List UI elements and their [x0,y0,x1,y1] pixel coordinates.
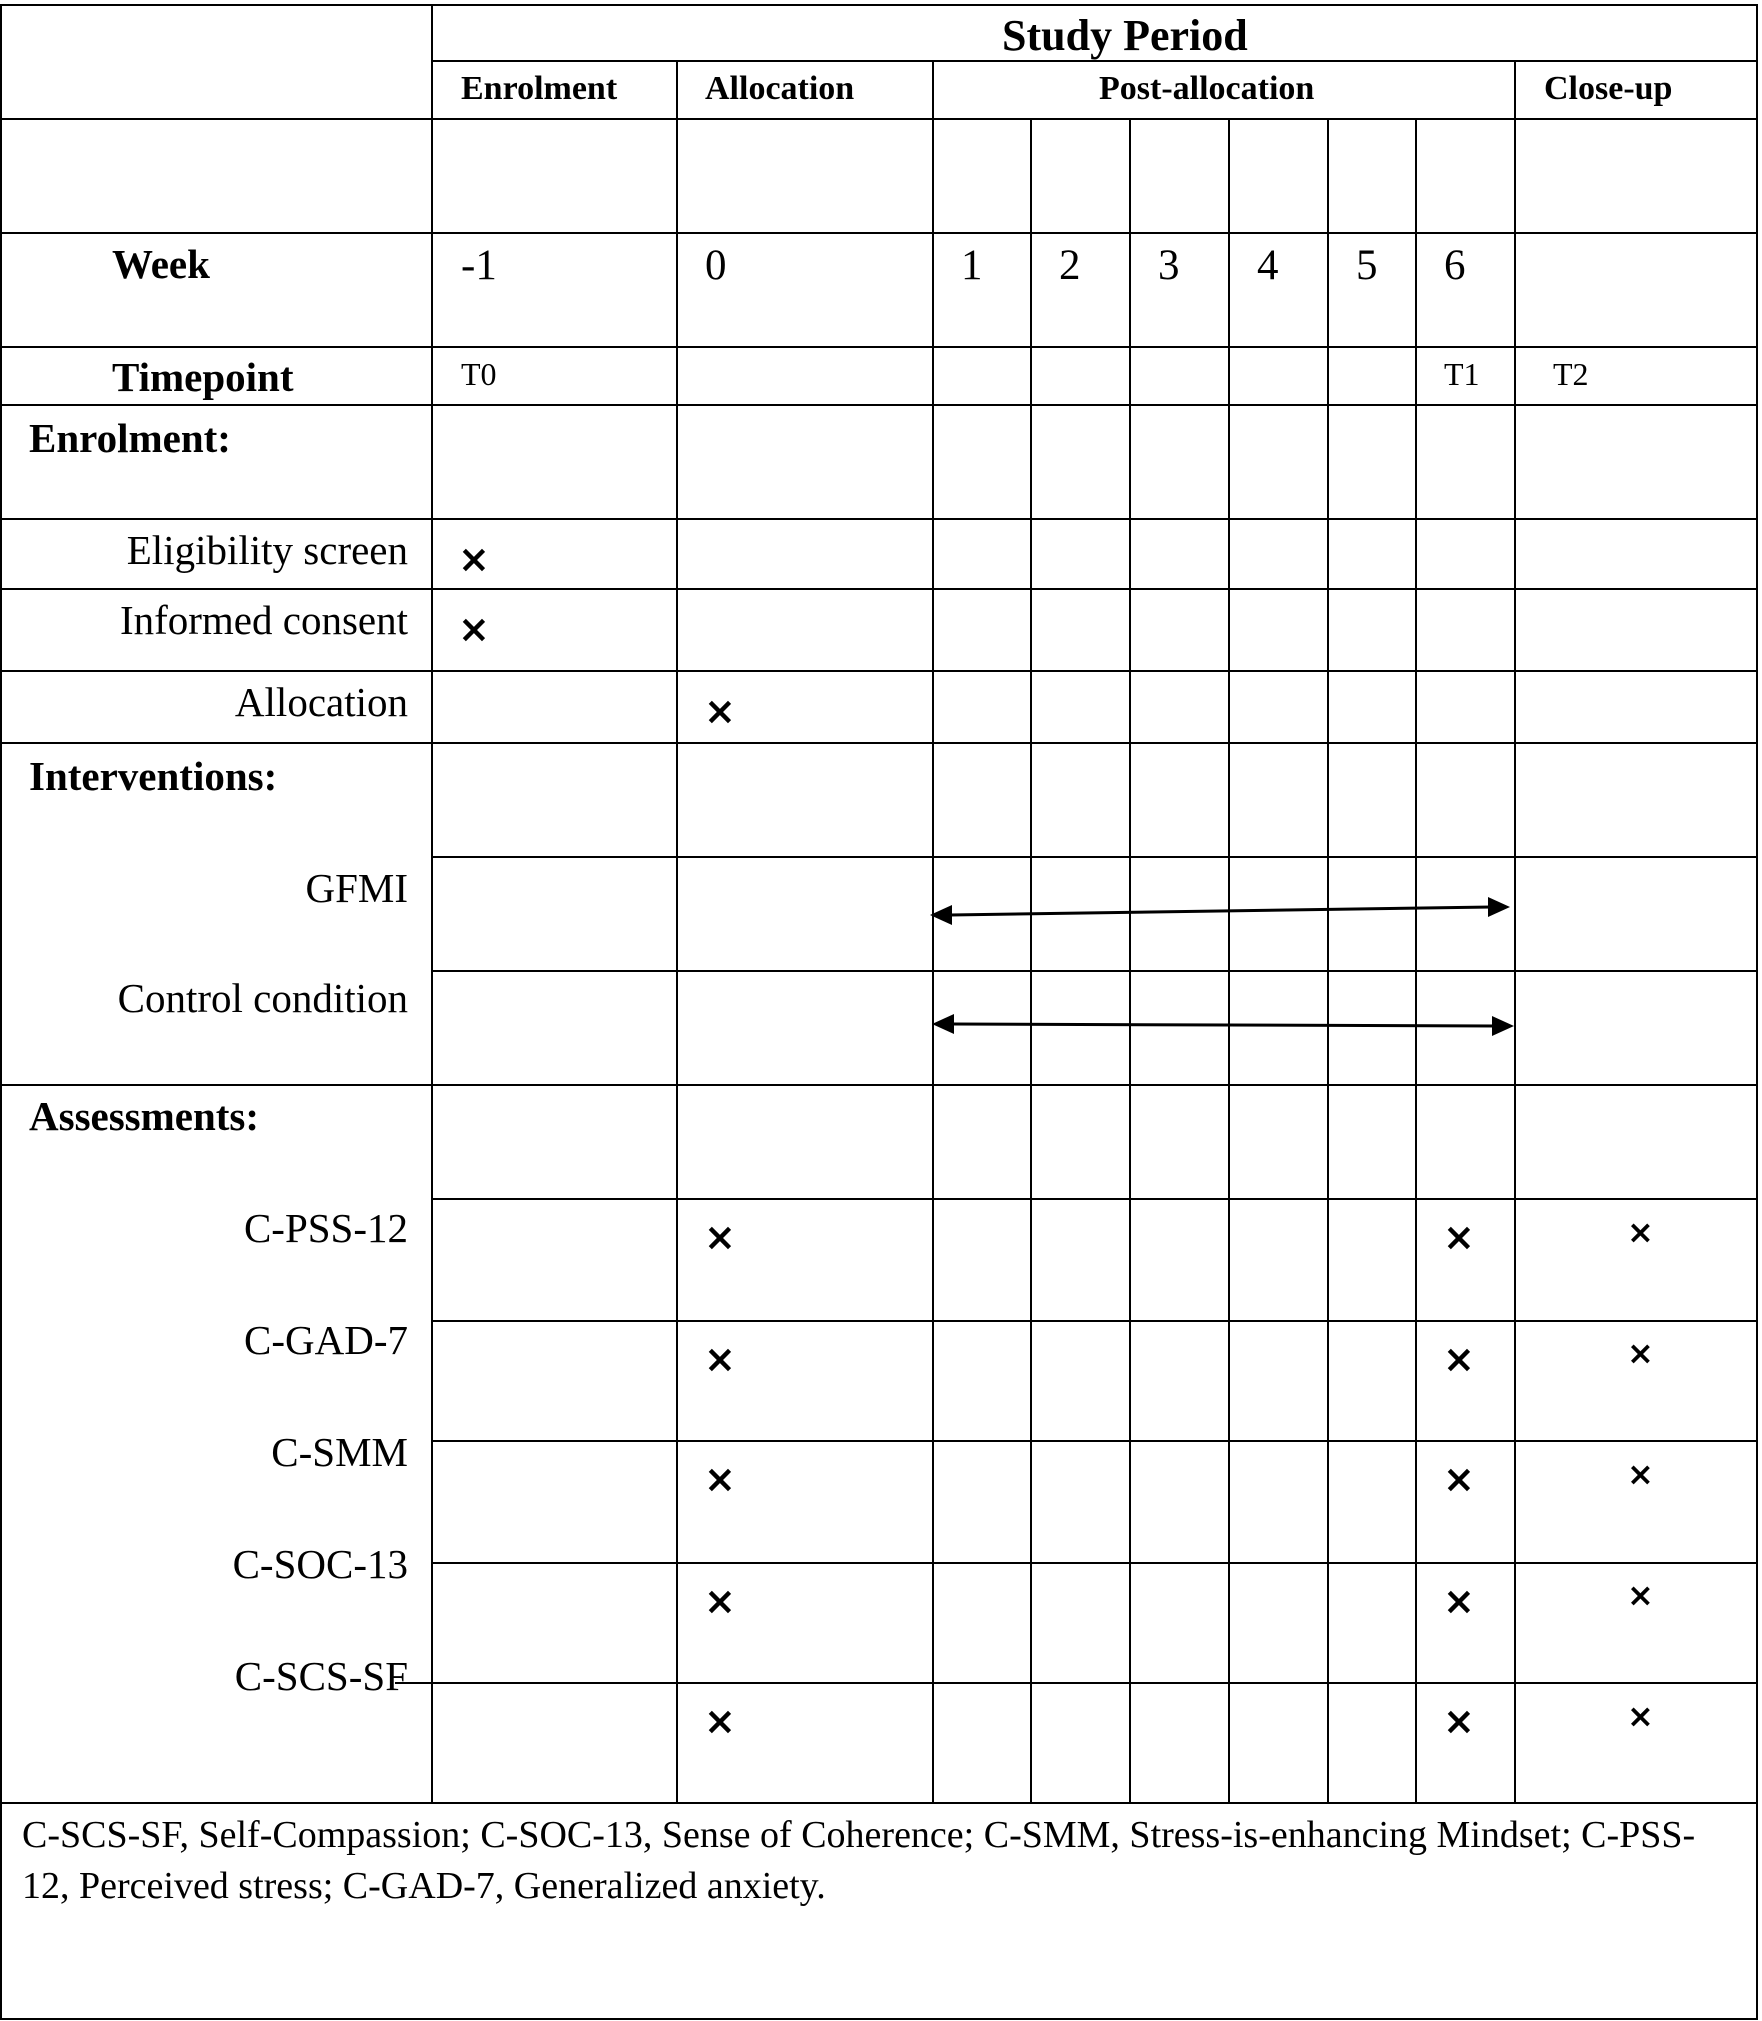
timepoint-t0: T0 [461,356,497,392]
check-mark: × [1627,1697,1654,1735]
section-enrolment: Enrolment: [29,415,231,461]
week-value: 5 [1356,242,1378,289]
check-mark: × [704,1457,736,1501]
week-value: 1 [961,242,983,289]
footnote: C-SCS-SF, Self-Compassion; C-SOC-13, Sense of Coherence; C-SMM, Stress-is-enhancing Mindset; C-PSS-12, Perceived stress; C-GAD-7, Generalized anxiety. [22,1814,1696,1907]
check-mark: × [704,1337,736,1381]
week-label: Week [112,241,210,287]
row-label-c-scs-sf: C-SCS-SF [234,1653,408,1699]
check-mark: × [458,607,490,651]
week-value: 3 [1158,242,1180,289]
row-label-c-gad-7: C-GAD-7 [244,1317,408,1363]
check-mark: × [1443,1699,1475,1743]
check-mark: × [1443,1579,1475,1623]
period-close-up: Close-up [1544,70,1673,107]
row-label-informed-consent: Informed consent [119,597,408,643]
period-allocation: Allocation [705,70,855,107]
check-mark: × [1443,1457,1475,1501]
check-mark: × [1627,1334,1654,1372]
period-enrolment: Enrolment [461,70,618,107]
row-label-gfmi: GFMI [305,865,408,911]
week-value: 4 [1257,242,1279,289]
check-mark: × [1443,1337,1475,1381]
week-value: 0 [705,242,727,289]
check-mark: × [1627,1213,1654,1251]
week-value: 6 [1444,242,1466,289]
week-value: -1 [461,242,497,289]
study-period-title: Study Period [1002,11,1248,60]
section-interventions: Interventions: [29,753,278,799]
row-label-control-condition: Control condition [117,975,408,1021]
timepoint-t1: T1 [1444,356,1480,392]
check-mark: × [1627,1576,1654,1614]
check-mark: × [1443,1215,1475,1259]
control-duration-arrow [932,1014,1514,1036]
check-mark: × [704,1215,736,1259]
check-mark: × [704,1579,736,1623]
gfmi-duration-arrow [930,897,1510,925]
check-mark: × [1627,1455,1654,1493]
check-mark: × [458,537,490,581]
timepoint-label: Timepoint [112,354,294,400]
week-value: 2 [1059,242,1081,289]
row-label-c-soc-13: C-SOC-13 [232,1541,408,1587]
timepoint-t2: T2 [1553,356,1589,392]
row-label-c-smm: C-SMM [271,1429,408,1475]
check-mark: × [704,1699,736,1743]
row-label-allocation: Allocation [234,679,408,725]
period-post-allocation: Post-allocation [1099,70,1315,107]
row-label-eligibility-screen: Eligibility screen [126,527,408,573]
check-mark: × [704,689,736,733]
section-assessments: Assessments: [29,1093,260,1139]
row-label-c-pss-12: C-PSS-12 [243,1205,408,1251]
